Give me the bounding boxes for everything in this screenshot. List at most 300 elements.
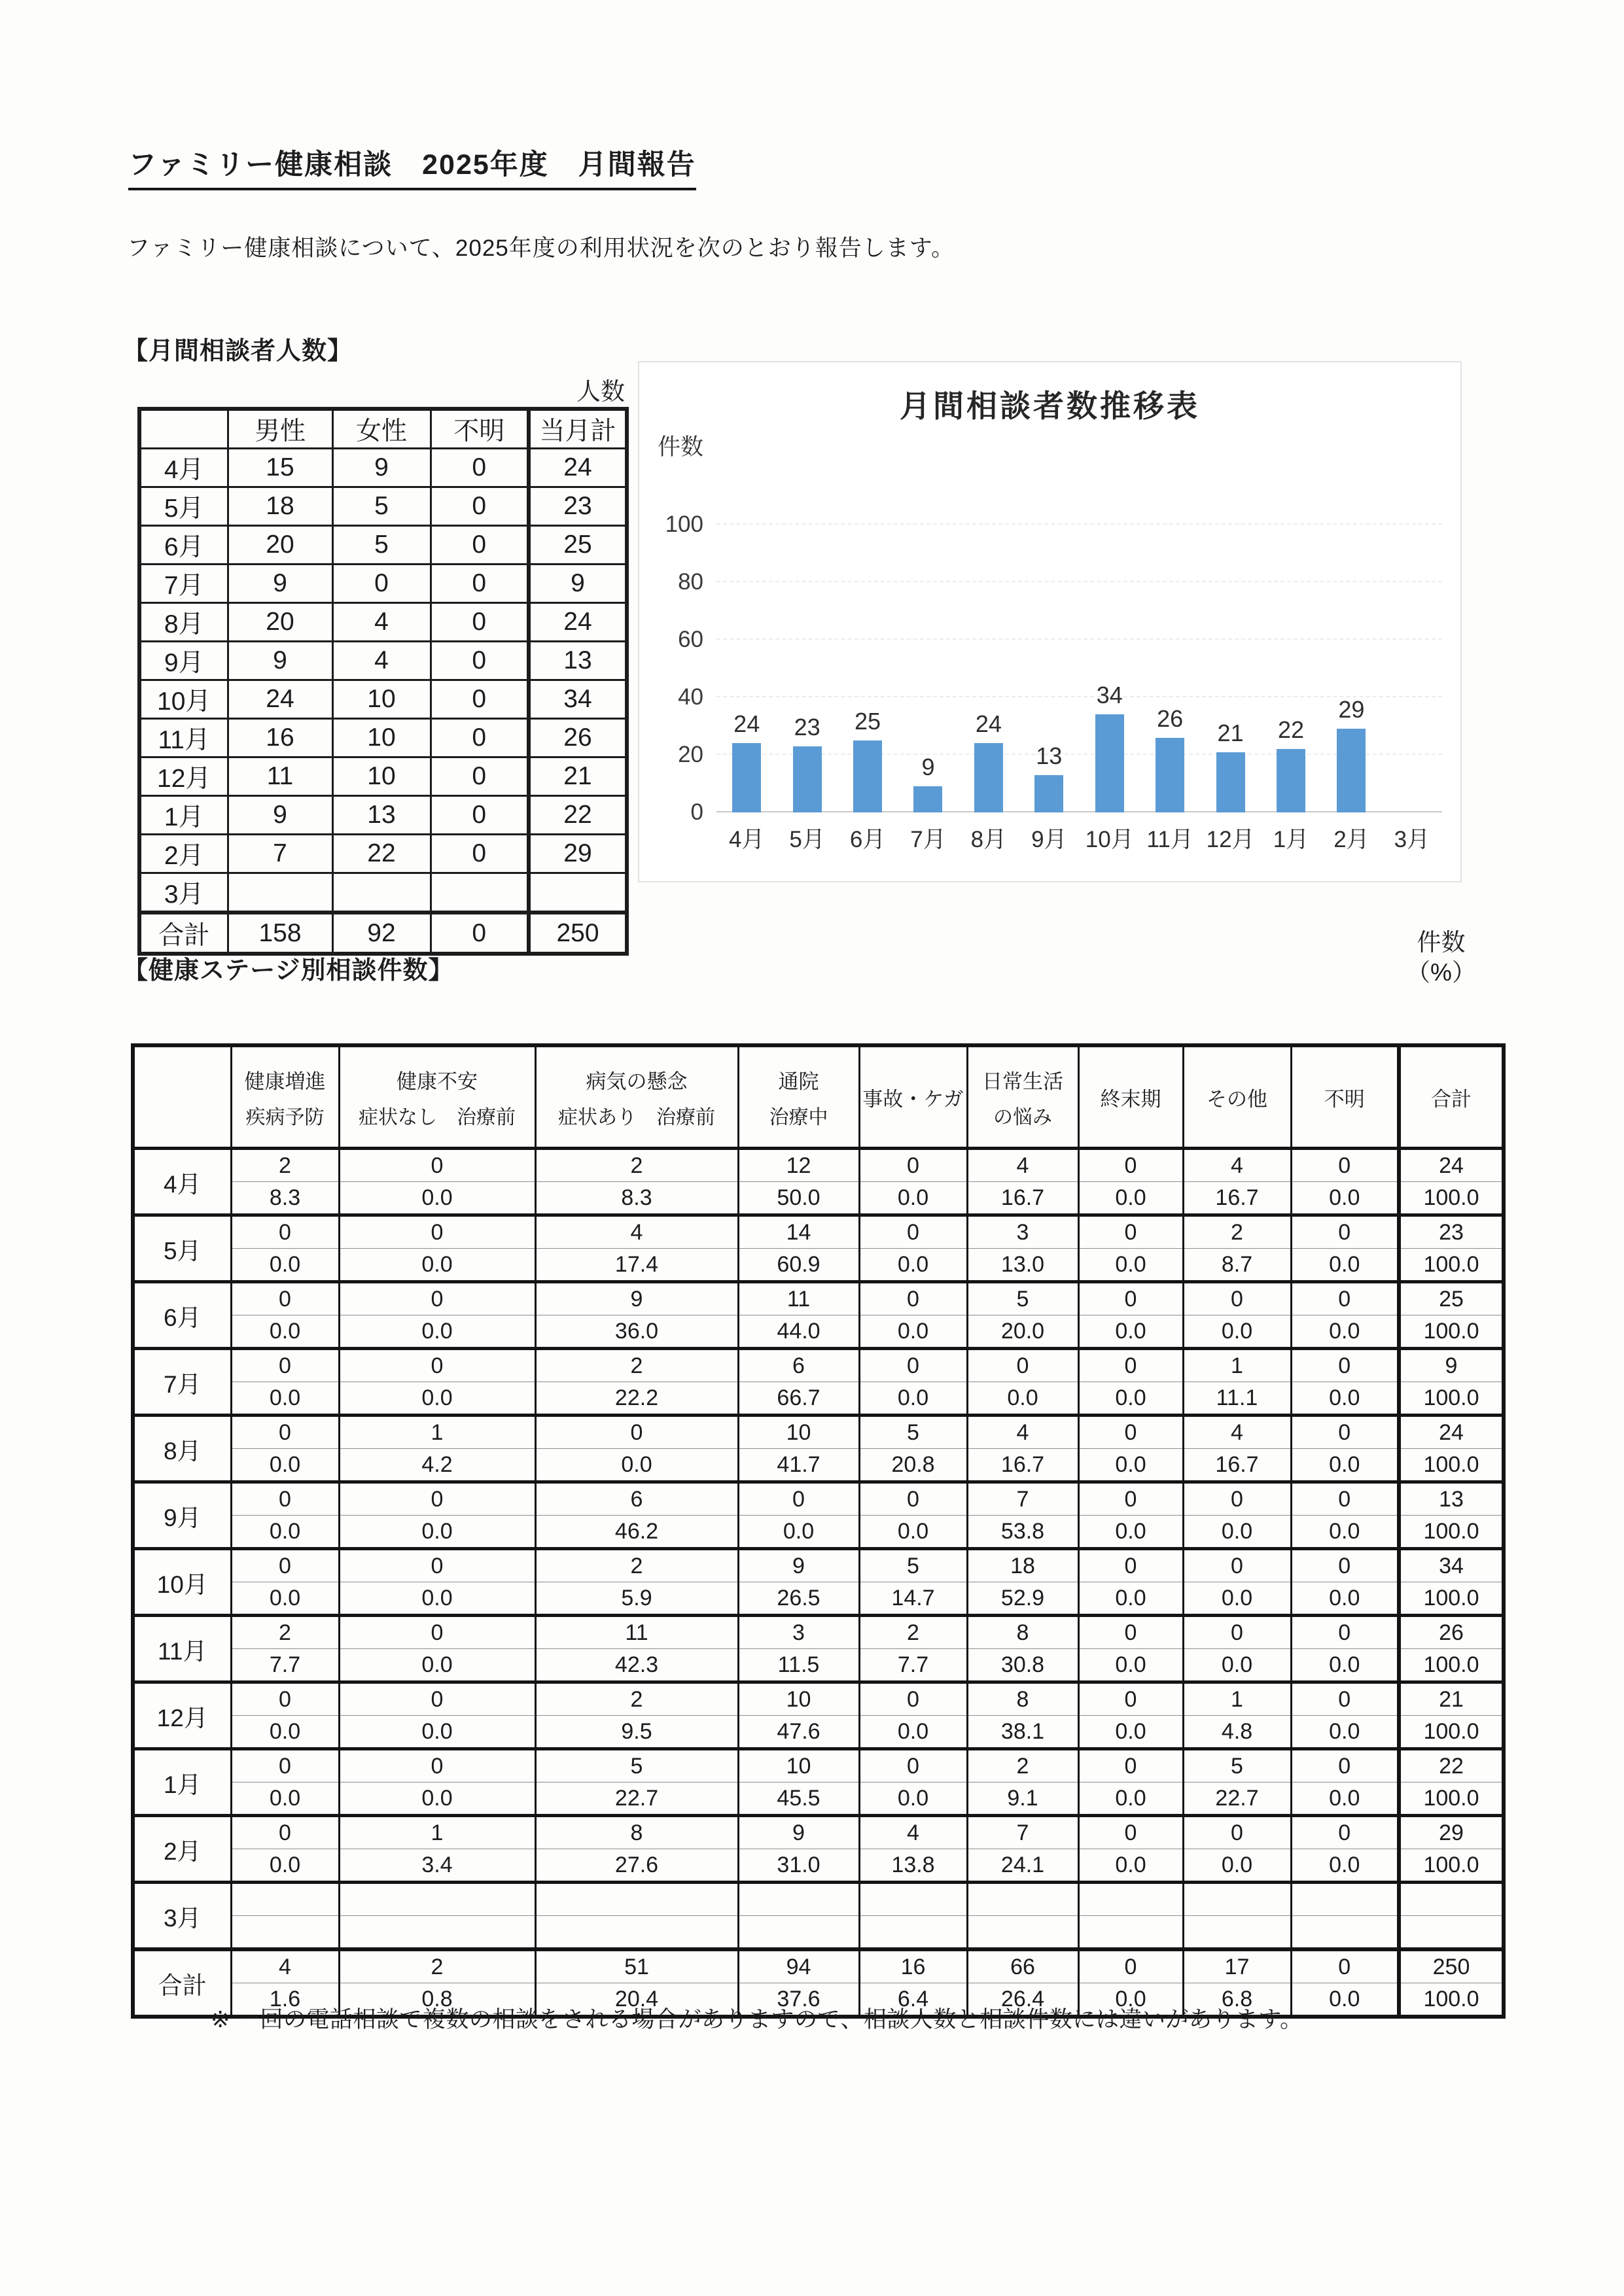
table-cell: 0 bbox=[431, 603, 529, 642]
table-cell: 29 bbox=[529, 835, 627, 873]
percent-cell: 0.0 bbox=[231, 1449, 339, 1482]
table-cell: 7 bbox=[228, 835, 332, 873]
count-cell: 8 bbox=[967, 1616, 1078, 1649]
bar-value-label: 24 bbox=[975, 710, 1002, 738]
month-label: 5月 bbox=[139, 487, 228, 526]
percent-cell bbox=[339, 1916, 535, 1950]
count-cell bbox=[339, 1883, 535, 1916]
percent-cell: 0.0 bbox=[231, 1849, 339, 1883]
count-cell: 66 bbox=[967, 1949, 1078, 1983]
percent-cell: 0.0 bbox=[1291, 1249, 1399, 1282]
percent-cell: 24.1 bbox=[967, 1849, 1078, 1883]
table2-percent-row bbox=[133, 1516, 1504, 1549]
count-cell bbox=[535, 1883, 738, 1916]
month-label: 2月 bbox=[139, 835, 228, 873]
month-label: 9月 bbox=[139, 642, 228, 680]
table-header-row bbox=[139, 409, 627, 449]
percent-cell: 44.0 bbox=[738, 1315, 859, 1349]
table2-percent-row bbox=[133, 1449, 1504, 1482]
count-cell: 0 bbox=[1291, 1416, 1399, 1449]
count-cell: 14 bbox=[738, 1215, 859, 1249]
column-header-line2: の悩み bbox=[993, 1106, 1052, 1128]
percent-cell: 0.0 bbox=[1078, 1449, 1183, 1482]
chart-bar-slot bbox=[1200, 525, 1260, 812]
count-cell: 0 bbox=[1183, 1482, 1291, 1516]
count-cell: 94 bbox=[738, 1949, 859, 1983]
percent-cell: 13.0 bbox=[967, 1249, 1078, 1282]
count-cell: 5 bbox=[859, 1416, 967, 1449]
count-cell: 0 bbox=[231, 1349, 339, 1382]
count-cell: 0 bbox=[339, 1349, 535, 1382]
table-row bbox=[139, 642, 627, 680]
count-cell: 2 bbox=[859, 1616, 967, 1649]
percent-cell: 31.0 bbox=[738, 1849, 859, 1883]
bar-value-label: 9 bbox=[921, 754, 935, 781]
table-header-row bbox=[133, 1045, 1504, 1149]
count-cell: 0 bbox=[1078, 1949, 1183, 1983]
bar bbox=[853, 740, 882, 812]
percent-cell: 16.7 bbox=[1183, 1182, 1291, 1215]
month-label: 5月 bbox=[133, 1215, 231, 1282]
chart-bar-slot bbox=[1080, 525, 1140, 812]
percent-cell: 0.0 bbox=[339, 1582, 535, 1616]
count-cell: 4 bbox=[967, 1416, 1078, 1449]
percent-cell: 16.7 bbox=[1183, 1449, 1291, 1482]
table-cell bbox=[228, 873, 332, 913]
percent-cell: 0.0 bbox=[859, 1783, 967, 1816]
percent-cell: 0.0 bbox=[1291, 1716, 1399, 1749]
count-cell: 51 bbox=[535, 1949, 738, 1983]
count-cell: 3 bbox=[967, 1215, 1078, 1249]
table-cell: 11 bbox=[228, 757, 332, 796]
percent-cell bbox=[859, 1916, 967, 1950]
percent-cell: 7.7 bbox=[231, 1649, 339, 1682]
count-cell: 0 bbox=[339, 1215, 535, 1249]
count-cell: 0 bbox=[1291, 1149, 1399, 1182]
count-cell: 0 bbox=[859, 1749, 967, 1783]
month-label: 6月 bbox=[133, 1282, 231, 1349]
percent-cell: 26.4 bbox=[967, 1983, 1078, 2017]
chart-bar-slot bbox=[898, 525, 958, 812]
count-cell: 0 bbox=[859, 1682, 967, 1716]
chart-bar-slot bbox=[716, 525, 777, 812]
count-cell: 5 bbox=[1183, 1749, 1291, 1783]
x-tick-label: 2月 bbox=[1333, 827, 1369, 852]
column-header-line1: 事故・ケガ bbox=[862, 1087, 964, 1111]
month-label: 4月 bbox=[139, 449, 228, 487]
table2-total-count-row bbox=[133, 1949, 1504, 1983]
percent-cell bbox=[967, 1916, 1078, 1950]
percent-cell: 0.0 bbox=[339, 1649, 535, 1682]
y-tick-label: 0 bbox=[690, 799, 703, 825]
count-cell: 34 bbox=[1399, 1549, 1504, 1582]
percent-cell: 53.8 bbox=[967, 1516, 1078, 1549]
count-cell bbox=[1399, 1883, 1504, 1916]
count-cell: 5 bbox=[967, 1282, 1078, 1315]
table-cell: 0 bbox=[431, 719, 529, 757]
table-cell: 0 bbox=[431, 913, 529, 954]
count-cell: 0 bbox=[231, 1549, 339, 1582]
count-cell: 0 bbox=[738, 1482, 859, 1516]
table2-count-row bbox=[133, 1883, 1504, 1916]
count-cell: 6 bbox=[535, 1482, 738, 1516]
monthly-visitors-bar-chart bbox=[638, 361, 1462, 882]
percent-cell bbox=[1078, 1916, 1183, 1950]
percent-cell: 0.0 bbox=[339, 1249, 535, 1282]
column-header-line1: 病気の懸念 bbox=[586, 1070, 688, 1093]
month-label: 11月 bbox=[139, 719, 228, 757]
count-cell: 5 bbox=[859, 1549, 967, 1582]
table-cell bbox=[431, 873, 529, 913]
percent-cell: 0.0 bbox=[738, 1516, 859, 1549]
count-cell: 7 bbox=[967, 1816, 1078, 1849]
x-tick-label: 4月 bbox=[728, 827, 765, 852]
table2-count-row bbox=[133, 1149, 1504, 1182]
count-cell: 0 bbox=[339, 1616, 535, 1649]
count-cell: 7 bbox=[967, 1482, 1078, 1516]
percent-cell: 0.0 bbox=[859, 1249, 967, 1282]
table2-percent-row bbox=[133, 1182, 1504, 1215]
count-cell: 2 bbox=[1183, 1215, 1291, 1249]
table-cell: 9 bbox=[228, 642, 332, 680]
percent-cell: 0.0 bbox=[231, 1716, 339, 1749]
percent-cell: 22.7 bbox=[535, 1783, 738, 1816]
table2-column-header bbox=[1183, 1045, 1291, 1149]
count-cell: 0 bbox=[339, 1149, 535, 1182]
percent-cell: 0.0 bbox=[231, 1249, 339, 1282]
count-cell: 0 bbox=[339, 1482, 535, 1516]
table-cell: 24 bbox=[529, 603, 627, 642]
count-cell: 2 bbox=[535, 1149, 738, 1182]
table-cell: 0 bbox=[431, 757, 529, 796]
bar-value-label: 13 bbox=[1036, 742, 1063, 769]
percent-cell: 0.0 bbox=[1078, 1516, 1183, 1549]
count-cell: 18 bbox=[967, 1549, 1078, 1582]
column-header-line1: 合計 bbox=[1431, 1087, 1472, 1111]
percent-cell: 16.7 bbox=[967, 1182, 1078, 1215]
count-cell bbox=[859, 1883, 967, 1916]
table-cell bbox=[529, 873, 627, 913]
percent-cell: 66.7 bbox=[738, 1382, 859, 1416]
table2-column-header bbox=[231, 1045, 339, 1149]
percent-cell: 100.0 bbox=[1399, 1449, 1504, 1482]
count-cell: 9 bbox=[738, 1816, 859, 1849]
table1-column-header: 不明 bbox=[431, 409, 529, 449]
table-cell: 22 bbox=[332, 835, 431, 873]
count-cell bbox=[1078, 1883, 1183, 1916]
count-cell: 0 bbox=[1291, 1549, 1399, 1582]
table-cell: 21 bbox=[529, 757, 627, 796]
percent-cell: 0.0 bbox=[1078, 1582, 1183, 1616]
percent-cell: 0.0 bbox=[1078, 1649, 1183, 1682]
count-cell: 0 bbox=[231, 1482, 339, 1516]
count-cell: 8 bbox=[967, 1682, 1078, 1716]
table2-percent-row bbox=[133, 1649, 1504, 1682]
x-tick-label: 3月 bbox=[1394, 827, 1430, 852]
bar bbox=[1156, 738, 1184, 812]
chart-bar-slot bbox=[1019, 525, 1079, 812]
count-cell: 0 bbox=[1078, 1349, 1183, 1382]
percent-cell: 3.4 bbox=[339, 1849, 535, 1883]
chart-bar-slot bbox=[959, 525, 1019, 812]
percent-cell: 0.0 bbox=[339, 1516, 535, 1549]
percent-cell: 20.8 bbox=[859, 1449, 967, 1482]
percent-cell: 0.0 bbox=[1183, 1582, 1291, 1616]
chart-bar-slot bbox=[1140, 525, 1200, 812]
table-cell: 0 bbox=[431, 449, 529, 487]
month-label: 3月 bbox=[139, 873, 228, 913]
section2-title: 【健康ステージ別相談件数】 bbox=[123, 957, 454, 984]
table-cell: 158 bbox=[228, 913, 332, 954]
count-cell: 2 bbox=[535, 1349, 738, 1382]
percent-cell: 0.0 bbox=[339, 1382, 535, 1416]
bar bbox=[913, 786, 942, 812]
column-header-line1: その他 bbox=[1207, 1087, 1267, 1111]
table-cell: 5 bbox=[332, 526, 431, 565]
percent-cell: 0.0 bbox=[231, 1315, 339, 1349]
percent-cell: 5.9 bbox=[535, 1582, 738, 1616]
percent-cell: 0.0 bbox=[859, 1716, 967, 1749]
count-cell: 0 bbox=[1078, 1816, 1183, 1849]
month-label: 7月 bbox=[133, 1349, 231, 1416]
table1-column-header: 男性 bbox=[228, 409, 332, 449]
chart-y-axis-ticks bbox=[651, 512, 709, 825]
count-cell: 16 bbox=[859, 1949, 967, 1983]
table2-percent-row bbox=[133, 1716, 1504, 1749]
percent-cell: 45.5 bbox=[738, 1783, 859, 1816]
column-header-line1: 健康不安 bbox=[397, 1070, 478, 1093]
percent-cell: 46.2 bbox=[535, 1516, 738, 1549]
percent-cell: 100.0 bbox=[1399, 1382, 1504, 1416]
percent-cell: 0.0 bbox=[231, 1516, 339, 1549]
percent-cell: 1.6 bbox=[231, 1983, 339, 2017]
count-cell bbox=[967, 1883, 1078, 1916]
percent-cell: 22.2 bbox=[535, 1382, 738, 1416]
percent-cell: 22.7 bbox=[1183, 1783, 1291, 1816]
column-header-line1: 通院 bbox=[778, 1070, 819, 1093]
table-cell: 34 bbox=[529, 680, 627, 719]
count-cell: 0 bbox=[231, 1682, 339, 1716]
table-cell: 24 bbox=[529, 449, 627, 487]
count-cell: 0 bbox=[1291, 1282, 1399, 1315]
percent-cell: 100.0 bbox=[1399, 1315, 1504, 1349]
table-row bbox=[139, 873, 627, 913]
percent-cell: 6.4 bbox=[859, 1983, 967, 2017]
table-cell: 26 bbox=[529, 719, 627, 757]
percent-cell: 0.0 bbox=[1183, 1516, 1291, 1549]
percent-cell: 38.1 bbox=[967, 1716, 1078, 1749]
intro-text: ファミリー健康相談について、2025年度の利用状況を次のとおり報告します。 bbox=[127, 235, 955, 261]
x-tick-label: 11月 bbox=[1146, 827, 1193, 852]
column-header-line2: 症状あり 治療前 bbox=[558, 1106, 715, 1128]
bar-value-label: 24 bbox=[733, 710, 760, 738]
column-header-line1: 健康増進 bbox=[244, 1070, 326, 1093]
count-cell bbox=[231, 1883, 339, 1916]
table-cell: 13 bbox=[332, 796, 431, 835]
count-cell: 0 bbox=[1078, 1416, 1183, 1449]
table-cell: 24 bbox=[228, 680, 332, 719]
count-cell: 2 bbox=[967, 1749, 1078, 1783]
count-cell: 5 bbox=[535, 1749, 738, 1783]
percent-cell: 8.7 bbox=[1183, 1249, 1291, 1282]
table-cell bbox=[332, 873, 431, 913]
x-tick-label: 1月 bbox=[1273, 827, 1309, 852]
month-label: 12月 bbox=[139, 757, 228, 796]
bar-value-label: 23 bbox=[794, 713, 821, 740]
count-cell: 1 bbox=[1183, 1682, 1291, 1716]
table-cell: 92 bbox=[332, 913, 431, 954]
percent-cell: 11.5 bbox=[738, 1649, 859, 1682]
count-cell: 0 bbox=[1291, 1482, 1399, 1516]
count-cell: 0 bbox=[1078, 1282, 1183, 1315]
table2-unit-label-line2: （%） bbox=[1406, 959, 1476, 986]
percent-cell: 0.0 bbox=[1291, 1983, 1399, 2017]
percent-cell: 0.0 bbox=[231, 1582, 339, 1616]
count-cell: 0 bbox=[1291, 1816, 1399, 1849]
count-cell: 4 bbox=[535, 1215, 738, 1249]
percent-cell: 20.0 bbox=[967, 1315, 1078, 1349]
y-tick-label: 80 bbox=[678, 569, 703, 595]
monthly-visitors-table-grid bbox=[137, 407, 629, 956]
percent-cell: 0.0 bbox=[339, 1182, 535, 1215]
month-label: 8月 bbox=[139, 603, 228, 642]
count-cell: 0 bbox=[1078, 1682, 1183, 1716]
x-tick-label: 5月 bbox=[789, 827, 825, 852]
y-tick-label: 100 bbox=[665, 512, 703, 537]
count-cell: 0 bbox=[231, 1816, 339, 1849]
table2-count-row bbox=[133, 1282, 1504, 1315]
monthly-visitors-table bbox=[137, 407, 629, 956]
total-label: 合計 bbox=[139, 913, 228, 954]
table-cell: 10 bbox=[332, 719, 431, 757]
percent-cell: 50.0 bbox=[738, 1182, 859, 1215]
count-cell: 29 bbox=[1399, 1816, 1504, 1849]
table-cell: 9 bbox=[228, 565, 332, 603]
count-cell: 0 bbox=[1291, 1616, 1399, 1649]
percent-cell bbox=[1183, 1916, 1291, 1950]
table-row bbox=[139, 603, 627, 642]
count-cell: 23 bbox=[1399, 1215, 1504, 1249]
y-tick-label: 40 bbox=[678, 684, 703, 710]
page-title: ファミリー健康相談 2025年度 月間報告 bbox=[128, 143, 696, 190]
count-cell: 0 bbox=[231, 1215, 339, 1249]
count-cell: 0 bbox=[231, 1749, 339, 1783]
percent-cell: 0.0 bbox=[339, 1716, 535, 1749]
count-cell: 0 bbox=[339, 1282, 535, 1315]
table-cell: 13 bbox=[529, 642, 627, 680]
percent-cell: 4.8 bbox=[1183, 1716, 1291, 1749]
percent-cell: 52.9 bbox=[967, 1582, 1078, 1616]
chart-bar-slot bbox=[838, 525, 898, 812]
count-cell: 22 bbox=[1399, 1749, 1504, 1783]
percent-cell bbox=[1291, 1916, 1399, 1950]
percent-cell: 0.0 bbox=[1291, 1849, 1399, 1883]
bar-value-label: 34 bbox=[1096, 682, 1123, 709]
percent-cell: 0.0 bbox=[1183, 1849, 1291, 1883]
count-cell: 4 bbox=[967, 1149, 1078, 1182]
count-cell: 4 bbox=[231, 1949, 339, 1983]
count-cell: 2 bbox=[535, 1682, 738, 1716]
percent-cell: 0.0 bbox=[1291, 1315, 1399, 1349]
table2-column-header bbox=[859, 1045, 967, 1149]
count-cell bbox=[1183, 1883, 1291, 1916]
chart-bar-slots bbox=[716, 525, 1442, 812]
month-label: 4月 bbox=[133, 1149, 231, 1215]
count-cell: 12 bbox=[738, 1149, 859, 1182]
percent-cell: 26.5 bbox=[738, 1582, 859, 1616]
count-cell: 25 bbox=[1399, 1282, 1504, 1315]
count-cell: 11 bbox=[738, 1282, 859, 1315]
x-tick-label: 8月 bbox=[970, 827, 1007, 852]
total-label: 合計 bbox=[133, 1949, 231, 2017]
percent-cell: 0.0 bbox=[967, 1382, 1078, 1416]
section1-title: 【月間相談者人数】 bbox=[123, 338, 353, 365]
count-cell: 0 bbox=[231, 1282, 339, 1315]
table-row bbox=[139, 680, 627, 719]
count-cell: 24 bbox=[1399, 1416, 1504, 1449]
table2-column-header bbox=[339, 1045, 535, 1149]
table-row bbox=[139, 487, 627, 526]
percent-cell: 0.0 bbox=[859, 1382, 967, 1416]
table-cell: 9 bbox=[228, 796, 332, 835]
count-cell: 8 bbox=[535, 1816, 738, 1849]
table2-column-header bbox=[967, 1045, 1078, 1149]
table-cell: 4 bbox=[332, 603, 431, 642]
bar-value-label: 26 bbox=[1157, 704, 1184, 732]
percent-cell: 0.0 bbox=[1183, 1315, 1291, 1349]
count-cell: 6 bbox=[738, 1349, 859, 1382]
health-stage-table-grid bbox=[131, 1043, 1506, 2019]
percent-cell: 0.0 bbox=[339, 1783, 535, 1816]
y-tick-label: 20 bbox=[678, 742, 703, 767]
month-label: 3月 bbox=[133, 1883, 231, 1950]
count-cell: 4 bbox=[859, 1816, 967, 1849]
count-cell: 3 bbox=[738, 1616, 859, 1649]
table-cell: 4 bbox=[332, 642, 431, 680]
month-label: 9月 bbox=[133, 1482, 231, 1549]
table-cell: 10 bbox=[332, 680, 431, 719]
percent-cell: 8.3 bbox=[535, 1182, 738, 1215]
x-tick-label: 9月 bbox=[1031, 827, 1067, 852]
count-cell: 0 bbox=[1291, 1682, 1399, 1716]
chart-bar-slot bbox=[1321, 525, 1381, 812]
table1-column-header: 当月計 bbox=[529, 409, 627, 449]
percent-cell: 0.0 bbox=[1078, 1983, 1183, 2017]
percent-cell bbox=[738, 1916, 859, 1950]
percent-cell: 17.4 bbox=[535, 1249, 738, 1282]
month-label: 1月 bbox=[133, 1749, 231, 1816]
table2-column-header bbox=[535, 1045, 738, 1149]
percent-cell: 9.5 bbox=[535, 1716, 738, 1749]
chart-plot-area bbox=[716, 525, 1442, 812]
table-cell: 10 bbox=[332, 757, 431, 796]
count-cell: 0 bbox=[859, 1482, 967, 1516]
table2-count-row bbox=[133, 1482, 1504, 1516]
percent-cell: 0.0 bbox=[535, 1449, 738, 1482]
count-cell: 1 bbox=[1183, 1349, 1291, 1382]
x-tick-label: 10月 bbox=[1085, 827, 1134, 852]
percent-cell: 0.0 bbox=[1291, 1449, 1399, 1482]
table-cell: 9 bbox=[332, 449, 431, 487]
table2-percent-row bbox=[133, 1315, 1504, 1349]
count-cell: 0 bbox=[967, 1349, 1078, 1382]
count-cell: 0 bbox=[1291, 1949, 1399, 1983]
count-cell: 1 bbox=[339, 1816, 535, 1849]
x-tick-label: 7月 bbox=[910, 827, 946, 852]
count-cell: 0 bbox=[859, 1149, 967, 1182]
percent-cell: 7.7 bbox=[859, 1649, 967, 1682]
count-cell: 0 bbox=[339, 1682, 535, 1716]
